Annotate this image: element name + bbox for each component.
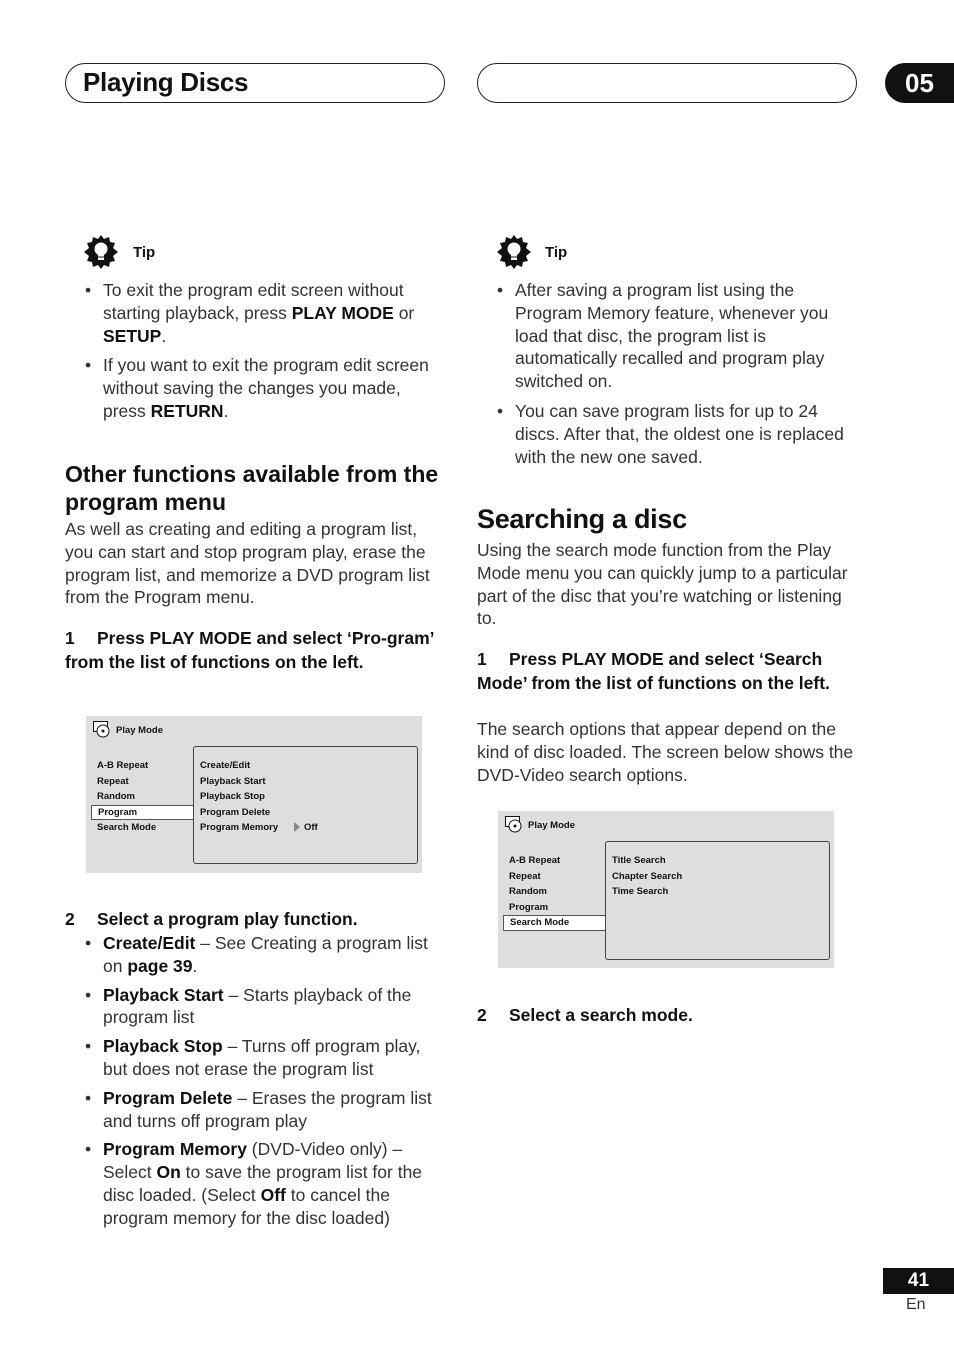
tip-icon bbox=[83, 234, 119, 275]
screen-title: Play Mode bbox=[528, 820, 575, 831]
menu-item: Search Mode bbox=[503, 915, 606, 931]
step-text: Press PLAY MODE and select ‘Search Mode’ from the list of functions on the left. bbox=[477, 649, 830, 693]
tip-item: • You can save program lists for up to 24 discs. After that, the oldest one is replaced with the new one saved. bbox=[477, 400, 862, 468]
menu-item: Search Mode bbox=[97, 822, 157, 833]
option-item: Create/Edit bbox=[200, 760, 251, 771]
function-item-playback-start: • Playback Start – Starts playback of the program list bbox=[65, 984, 449, 1030]
option-item: Program Delete bbox=[200, 806, 271, 818]
step-number: 1 bbox=[65, 628, 75, 648]
section-intro: As well as creating and editing a program list, you can start and stop program play, erase the program list, and memorize a DVD program list from the Program menu. bbox=[65, 519, 430, 608]
tip-list bbox=[477, 279, 862, 468]
arrow-right-icon bbox=[294, 822, 300, 832]
step-2 bbox=[477, 1004, 857, 1028]
menu-item: Repeat bbox=[509, 870, 541, 882]
section-heading: Other functions available from the program menu bbox=[65, 461, 439, 515]
disc-icon bbox=[93, 721, 112, 738]
header-right-box bbox=[477, 63, 857, 103]
header-title-box bbox=[65, 63, 445, 103]
menu-item: Random bbox=[509, 886, 547, 897]
function-list bbox=[65, 932, 449, 1230]
screen-title: Play Mode bbox=[116, 725, 163, 736]
menu-item: Repeat bbox=[97, 775, 129, 787]
step-number: 2 bbox=[65, 909, 75, 929]
option-item: Playback Start bbox=[200, 775, 266, 787]
function-item-program-delete: • Program Delete – Erases the program list and turns off program play bbox=[65, 1087, 449, 1133]
option-item: Title Search bbox=[612, 855, 666, 866]
program-memory-value: Off bbox=[294, 820, 318, 836]
step-text: Select a program play function. bbox=[97, 909, 358, 929]
menu-item: Program bbox=[91, 805, 194, 821]
step-number: 2 bbox=[477, 1005, 487, 1025]
option-item: Playback Stop bbox=[200, 791, 265, 802]
tip-item: • After saving a program list using the Program Memory feature, whenever you load that disc, the program list is automatically recalled and program play switched on. bbox=[477, 279, 862, 393]
page-number: 41 bbox=[883, 1268, 954, 1294]
page-title: Playing Discs bbox=[83, 67, 249, 97]
option-item: Program Memory Off bbox=[194, 820, 417, 836]
function-item-program-memory: • Program Memory (DVD-Video only) – Select On to save the program list for the disc loaded. (Select Off to cancel the program memory for the disc loaded) bbox=[65, 1138, 449, 1229]
section-heading: Searching a disc bbox=[477, 504, 687, 534]
menu-item: Program bbox=[509, 901, 549, 913]
step-2 bbox=[65, 908, 445, 932]
disc-icon bbox=[505, 816, 524, 833]
play-mode-screen-program bbox=[86, 716, 422, 873]
step-1 bbox=[65, 627, 445, 674]
tip-label: Tip bbox=[545, 244, 568, 261]
tip-list bbox=[65, 279, 445, 423]
tip-item: • To exit the program edit screen without starting playback, press PLAY MODE or SETUP. bbox=[65, 279, 445, 347]
step-text: Select a search mode. bbox=[509, 1005, 693, 1025]
play-mode-menu bbox=[503, 853, 606, 931]
option-item: Time Search bbox=[612, 886, 669, 897]
tip-label: Tip bbox=[133, 244, 156, 261]
step-text: Press PLAY MODE and select ‘Pro-gram’ from the list of functions on the left. bbox=[65, 628, 434, 672]
page-language: En bbox=[906, 1296, 926, 1313]
tip-icon bbox=[496, 234, 532, 275]
chapter-badge: 05 bbox=[885, 63, 954, 103]
play-mode-screen-search bbox=[498, 811, 834, 968]
menu-item: Random bbox=[97, 791, 135, 802]
step-number: 1 bbox=[477, 649, 487, 669]
program-options-panel bbox=[193, 746, 418, 864]
function-item-create-edit: • Create/Edit – See Creating a program list on page 39. bbox=[65, 932, 449, 978]
step-1 bbox=[477, 648, 857, 695]
section-intro: Using the search mode function from the Play Mode menu you can quickly jump to a particular part of the disc that you’re watching or listening to. bbox=[477, 540, 848, 629]
play-mode-menu bbox=[91, 758, 194, 836]
menu-item: A-B Repeat bbox=[509, 855, 561, 866]
menu-item: A-B Repeat bbox=[97, 760, 149, 771]
tip-item: • If you want to exit the program edit screen without saving the changes you made, press RETURN. bbox=[65, 354, 445, 422]
step-note: The search options that appear depend on the kind of disc loaded. The screen below shows the DVD-Video search options. bbox=[477, 719, 854, 785]
option-item: Chapter Search bbox=[612, 870, 683, 882]
function-item-playback-stop: • Playback Stop – Turns off program play, but does not erase the program list bbox=[65, 1035, 449, 1081]
search-options-panel bbox=[605, 841, 830, 960]
